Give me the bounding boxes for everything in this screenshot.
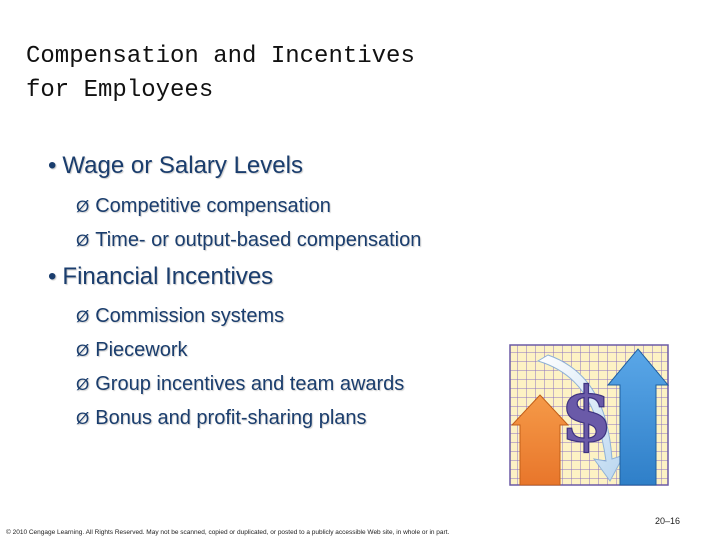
subitem-group-incentives [76,373,404,396]
bullet-wage-salary-levels [48,152,303,180]
arrow-bullet-icon: Ø [76,341,90,360]
bullet-label: Wage or Salary Levels [62,152,303,179]
arrow-bullet-icon: Ø [76,197,90,216]
subitem-label: Piecework [95,339,188,361]
arrow-bullet-icon: Ø [76,231,90,250]
arrow-bullet-icon: Ø [76,307,90,326]
slide-title-line-1: Compensation and Incentives [26,43,415,70]
subitem-piecework [76,339,188,362]
subitem-label: Commission systems [95,305,285,327]
bullet-dot-icon: • [48,152,57,179]
copyright-notice: © 2010 Cengage Learning. All Rights Reserved. May not be scanned, copied or duplicated, or posted to a publicly accessible Web site, in whole or in part. [6,529,450,536]
subitem-label: Time- or output-based compensation [95,229,422,251]
dollar-sign-with-up-down-arrows-icon [508,343,672,487]
slide-title [26,40,586,108]
subitem-label: Competitive compensation [95,195,331,217]
subitem-time-output-compensation [76,229,421,252]
subitem-competitive-compensation [76,195,331,218]
bullet-financial-incentives [48,263,273,291]
svg-text:$: $ [560,370,613,459]
slide-title-line-2: for Employees [26,77,214,104]
subitem-bonus-profit-sharing [76,407,367,430]
arrow-bullet-icon: Ø [76,375,90,394]
subitem-label: Group incentives and team awards [95,373,405,395]
bullet-dot-icon: • [48,263,57,290]
subitem-commission-systems [76,305,284,328]
bullet-label: Financial Incentives [62,263,274,290]
subitem-label: Bonus and profit-sharing plans [95,407,367,429]
arrow-bullet-icon: Ø [76,409,90,428]
page-number: 20–16 [654,516,680,526]
